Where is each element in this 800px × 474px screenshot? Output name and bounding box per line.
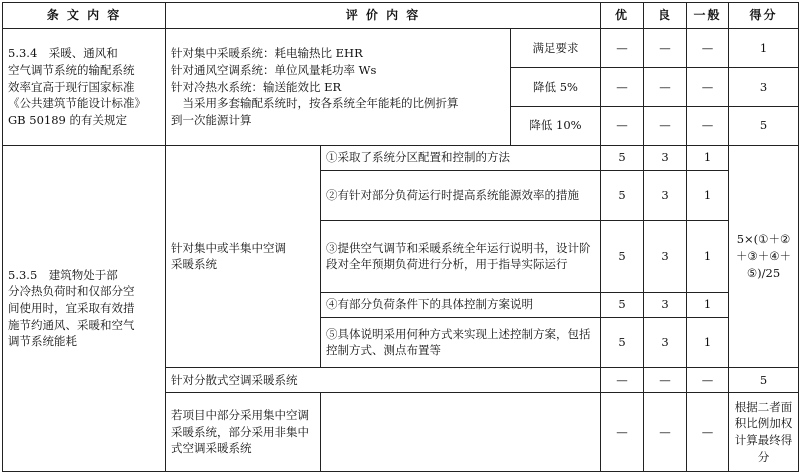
header-good: 良 <box>644 3 687 29</box>
excellent-value: 5 <box>601 221 644 292</box>
good-value: 3 <box>644 170 687 220</box>
fair-value: 1 <box>687 145 729 170</box>
score-value: 3 <box>729 68 799 107</box>
measure-item: ⑤具体说明采用何种方式来实现上述控制方案，包括控制方式、测点布置等 <box>321 317 601 367</box>
evaluation-table <box>2 2 799 472</box>
clause-534: 5.3.4 采暖、通风和 空气调节系统的输配系统 效率宜高于现行国家标准 《公共建筑节能设计标准》 GB 50189 的有关规定 <box>3 29 166 145</box>
fair-value: — <box>687 68 729 107</box>
central-score-formula: 5×(①＋②＋③＋④＋⑤)/25 <box>729 145 799 367</box>
excellent-value: — <box>601 29 644 68</box>
header-row <box>3 3 799 29</box>
excellent-value: 5 <box>601 170 644 220</box>
mixed-score-note: 根据二者面积比例加权计算最终得分 <box>729 393 799 472</box>
good-value: 3 <box>644 292 687 317</box>
empty-cell <box>321 393 601 472</box>
header-clause: 条 文 内 容 <box>3 3 166 29</box>
excellent-value: — <box>601 393 644 472</box>
excellent-value: 5 <box>601 292 644 317</box>
good-value: 3 <box>644 221 687 292</box>
excellent-value: — <box>601 106 644 145</box>
measure-item: ①采取了系统分区配置和控制的方法 <box>321 145 601 170</box>
measure-item: ③提供空气调节和采暖系统全年运行说明书，设计阶段对全年预期负荷进行分析，用于指导实际运行 <box>321 221 601 292</box>
good-value: — <box>644 68 687 107</box>
good-value: 3 <box>644 145 687 170</box>
condition-534: 满足要求 <box>511 29 601 68</box>
fair-value: — <box>687 29 729 68</box>
clause-535: 5.3.5 建筑物处于部 分冷热负荷时和仅部分空 间使用时，宜采取有效措 施节约通风、采暖和空气 调节系统能耗 <box>3 145 166 471</box>
mixed-system-label: 若项目中部分采用集中空调采暖系统，部分采用非集中式空调采暖系统 <box>166 393 321 472</box>
header-evaluation: 评 价 内 容 <box>166 3 601 29</box>
measure-item: ②有针对部分负荷运行时提高系统能源效率的措施 <box>321 170 601 220</box>
score-value: 5 <box>729 368 799 393</box>
condition-534: 降低 5% <box>511 68 601 107</box>
good-value: — <box>644 106 687 145</box>
table-row <box>3 29 799 68</box>
fair-value: — <box>687 368 729 393</box>
good-value: — <box>644 393 687 472</box>
desc-534: 针对集中采暖系统：耗电输热比 EHR 针对通风空调系统：单位风量耗功率 Ws 针对冷热水系统：输送能效比 ER 当采用多套输配系统时，按各系统全年能耗的比例折算 到一次能源计算 <box>166 29 511 145</box>
good-value: — <box>644 29 687 68</box>
table-row <box>3 145 799 170</box>
header-score: 得分 <box>729 3 799 29</box>
good-value: — <box>644 368 687 393</box>
central-system-label: 针对集中或半集中空调 采暖系统 <box>166 145 321 367</box>
fair-value: 1 <box>687 170 729 220</box>
fair-value: 1 <box>687 221 729 292</box>
excellent-value: 5 <box>601 145 644 170</box>
header-excellent: 优 <box>601 3 644 29</box>
fair-value: — <box>687 106 729 145</box>
dispersed-system-label: 针对分散式空调采暖系统 <box>166 368 601 393</box>
good-value: 3 <box>644 317 687 367</box>
measure-item: ④有部分负荷条件下的具体控制方案说明 <box>321 292 601 317</box>
fair-value: 1 <box>687 317 729 367</box>
excellent-value: — <box>601 68 644 107</box>
excellent-value: — <box>601 368 644 393</box>
score-value: 1 <box>729 29 799 68</box>
fair-value: — <box>687 393 729 472</box>
fair-value: 1 <box>687 292 729 317</box>
excellent-value: 5 <box>601 317 644 367</box>
score-value: 5 <box>729 106 799 145</box>
header-fair: 一般 <box>687 3 729 29</box>
condition-534: 降低 10% <box>511 106 601 145</box>
